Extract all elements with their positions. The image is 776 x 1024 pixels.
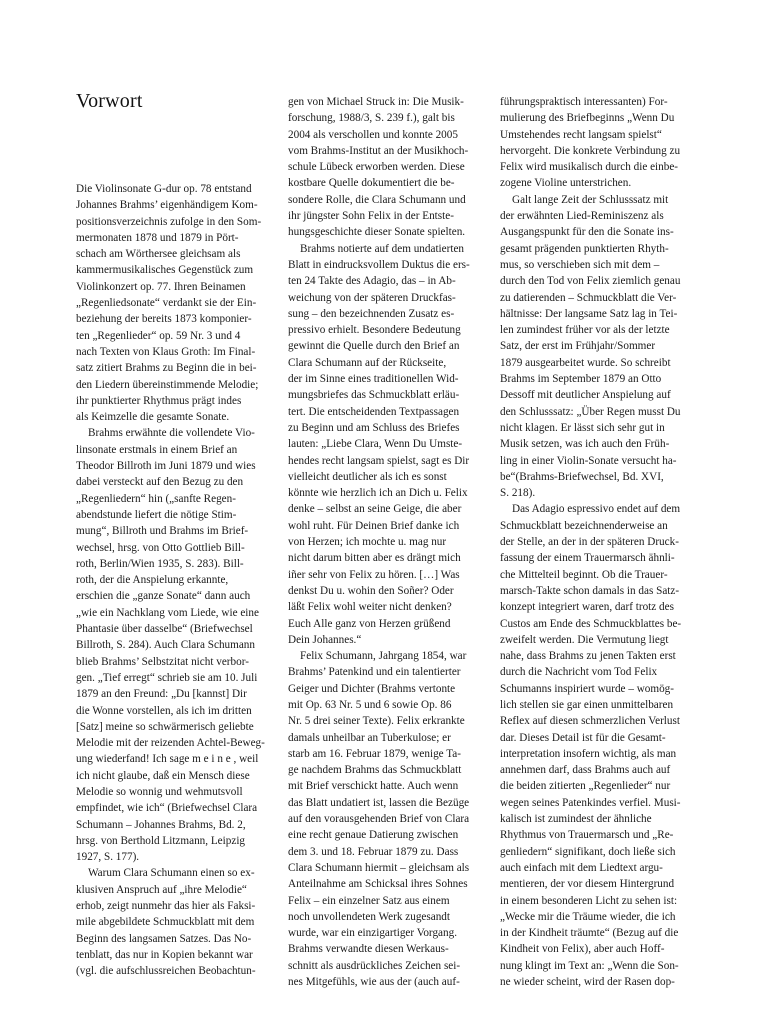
- text-line: zu datierenden – Schmuckblatt die Ver-: [500, 291, 677, 304]
- text-line: 1927, S. 177).: [76, 851, 140, 864]
- text-line: Warum Clara Schumann einen so ex-: [88, 867, 255, 880]
- text-line: Rhythmus von Trauermarsch und „Re-: [500, 829, 674, 842]
- text-column-2: [288, 94, 489, 990]
- text-line: mulierung des Briefbeginns „Wenn Du: [500, 112, 675, 125]
- text-line: Brahms’ Patenkind und ein talentierter: [288, 666, 461, 679]
- text-line: Melodie so wonnig und wehmutsvoll: [76, 785, 243, 798]
- text-line: nung klingt im Text an: „Wenn die Son-: [500, 959, 679, 972]
- text-line: zu Beginn und am Schluss des Briefes: [288, 421, 460, 434]
- text-line: roth, Berlin/Wien 1935, S. 283). Bill-: [76, 557, 244, 570]
- text-line: denke – selbst an seine Geige, die aber: [288, 503, 462, 516]
- text-line: gesamt prägenden punktierten Rhyth-: [500, 242, 669, 255]
- text-line: ich nicht glaube, daß ein Mensch diese: [76, 769, 250, 782]
- text-line: ge nachdem Brahms das Schmuckblatt: [288, 764, 462, 777]
- text-line: gen. „Tief erregt“ schrieb sie am 10. Juli: [76, 671, 258, 684]
- text-line: „Wecke mir die Träume wieder, die ich: [500, 910, 676, 923]
- text-line: dar. Dieses Detail ist für die Gesamt-: [500, 731, 666, 744]
- text-line: Brahms erwähnte die vollendete Vio-: [88, 427, 255, 440]
- text-line: roth, der die Anspielung erkannte,: [76, 574, 229, 587]
- text-line: sung – den bezeichnenden Zusatz es-: [288, 307, 455, 320]
- text-line: empfindet, wie ich“ (Briefwechsel Clara: [76, 802, 258, 815]
- text-line: als Keimzelle die gesamte Sonate.: [76, 411, 230, 424]
- page-title: Vorwort: [76, 90, 143, 112]
- text-line: Johannes Brahms’ eigenhändigem Kom-: [76, 199, 258, 212]
- text-line: der erwähnten Lied-Reminiszenz als: [500, 210, 664, 223]
- text-line: Dein Johannes.“: [288, 633, 362, 646]
- text-line: nach Texten von Klaus Groth: Im Final-: [76, 345, 256, 358]
- text-line: weichung von der späteren Druckfas-: [288, 291, 456, 304]
- text-line: gewinnt die Quelle durch den Brief an: [288, 340, 460, 353]
- text-line: Anteilnahme am Schicksal ihres Sohnes: [288, 878, 468, 891]
- text-line: ling in einer Violin-Sonate versucht ha-: [500, 454, 677, 467]
- text-line: hendes recht langsam spielst, sagt es Dir: [288, 454, 470, 467]
- text-line: erschien die „ganze Sonate“ dann auch: [76, 590, 251, 603]
- text-line: Kindheit von Felix), aber auch Hoff-: [500, 943, 665, 956]
- text-line: klusiven Anspruch auf „ihre Melodie“: [76, 883, 247, 896]
- text-line: blieb Brahms’ Selbstzitat nicht verbor-: [76, 655, 249, 668]
- text-line: Brahms im September 1879 an Otto: [500, 373, 662, 386]
- text-line: Galt lange Zeit der Schlusssatz mit: [512, 193, 669, 206]
- text-line: Musik setzen, was ich auch den Früh-: [500, 438, 670, 451]
- text-line: schnitt als ausdrückliches Zeichen sei-: [288, 959, 461, 972]
- text-line: eine recht genaue Datierung zwischen: [288, 829, 459, 842]
- text-line: nahe, dass Brahms zu jenen Takten erst: [500, 650, 676, 663]
- text-line: lich stellen sie gar einen unmittelbaren: [500, 698, 674, 711]
- text-line: der im Sinne eines traditionellen Wid-: [288, 373, 459, 386]
- text-line: wohl ruht. Für Deinen Brief danke ich: [288, 519, 460, 532]
- text-line: damals unheilbar an Tuberkulose; er: [288, 731, 451, 744]
- text-line: mungsbriefes das Schmuckblatt erläu-: [288, 389, 460, 402]
- text-line: len zumindest früher vor als der letzte: [500, 324, 670, 337]
- text-line: Dessoff mit deutlicher Anspielung auf: [500, 389, 671, 402]
- text-line: (vgl. die aufschlussreichen Beobachtun-: [76, 965, 256, 978]
- text-line: tenblatt, das nur in Kopien bekannt war: [76, 948, 253, 961]
- text-line: durch die Nachricht vom Tod Felix: [500, 666, 658, 679]
- text-line: dabei versteckt auf den Bezug zu den: [76, 476, 244, 489]
- text-line: annehmen darf, dass Brahms auch auf: [500, 764, 671, 777]
- text-line: Satz, der erst im Frühjahr/Sommer: [500, 340, 656, 353]
- text-line: mile abgebildete Schmuckblatt mit dem: [76, 916, 255, 929]
- text-line: der Stelle, an der in der späteren Druck-: [500, 536, 679, 549]
- text-line: „Regenliedern“ hin („sanfte Regen-: [76, 492, 236, 505]
- text-line: zweifelt werden. Die Vermutung liegt: [500, 633, 669, 646]
- text-line: ten 24 Takte des Adagio, das – in Ab-: [288, 275, 456, 288]
- text-line: Blatt in eindrucksvollem Duktus die ers-: [288, 258, 470, 271]
- text-line: positionsverzeichnis zufolge in den Som-: [76, 215, 262, 228]
- text-line: forschung, 1988/3, S. 239 f.), galt bis: [288, 112, 455, 125]
- text-line: satz zitiert Brahms zu Beginn die in bei-: [76, 362, 257, 375]
- text-line: Violinkonzert op. 77. Ihren Beinamen: [76, 280, 246, 293]
- text-line: erhob, zeigt nunmehr das hier als Faksi-: [76, 900, 256, 913]
- text-line: das Blatt undatiert ist, lassen die Bezüge: [288, 796, 470, 809]
- text-line: von Herzen; ich mochte u. mag nur: [288, 536, 447, 549]
- text-line: den Schlusssatz: „Über Regen musst Du: [500, 405, 681, 418]
- text-line: „wie ein Nachklang vom Liede, wie eine: [76, 606, 259, 619]
- text-line: „Regenliedsonate“ verdankt sie der Ein-: [76, 297, 257, 310]
- text-line: kostbare Quelle dokumentiert die be-: [288, 177, 455, 190]
- text-line: Die Violinsonate G-dur op. 78 entstand: [76, 183, 252, 195]
- text-line: Geiger und Dichter (Brahms vertonte: [288, 682, 456, 695]
- text-line: kalisch ist zumindest der ähnliche: [500, 813, 652, 826]
- text-line: mermonaten 1878 und 1879 in Pört-: [76, 231, 239, 244]
- text-line: hrsg. von Berthold Litzmann, Leipzig: [76, 834, 246, 847]
- text-line: Felix wird musikalisch durch die einbe-: [500, 161, 679, 174]
- text-line: pressivo erhielt. Besondere Bedeutung: [288, 324, 461, 337]
- text-line: wechsel, hrsg. von Otto Gottlieb Bill-: [76, 541, 245, 554]
- text-line: Felix – ein einzelner Satz aus einem: [288, 894, 450, 907]
- text-line: Schumann – Johannes Brahms, Bd. 2,: [76, 818, 246, 831]
- text-line: dem 3. und 18. Februar 1879 zu. Dass: [288, 845, 459, 858]
- text-line: ihr punktierter Rhythmus prägt indes: [76, 394, 242, 407]
- text-line: mentieren, der vor diesem Hintergrund: [500, 878, 675, 891]
- text-line: Felix Schumann, Jahrgang 1854, war: [300, 650, 467, 663]
- text-line: Clara Schumann hiermit – gleichsam als: [288, 861, 470, 874]
- text-line: schule Lübeck erworben werden. Diese: [288, 161, 465, 174]
- text-line: Custos am Ende des Schmuckblattes be-: [500, 617, 682, 630]
- text-line: durch den Tod von Felix ziemlich genau: [500, 275, 681, 288]
- text-line: ten „Regenlieder“ op. 59 Nr. 3 und 4: [76, 329, 241, 342]
- text-line: S. 218).: [500, 487, 536, 500]
- text-line: Melodie mit der reizenden Achtel-Beweg-: [76, 737, 265, 750]
- text-line: [Satz] meine so schwärmerisch geliebte: [76, 720, 254, 733]
- text-line: Nr. 5 drei seiner Texte). Felix erkrankte: [288, 715, 465, 728]
- text-line: wurde, war ein einzigartiger Vorgang.: [288, 927, 458, 940]
- text-line: mit Brief verschickt hatte. Auch wenn: [288, 780, 459, 793]
- text-line: Brahms notierte auf dem undatierten: [300, 242, 465, 255]
- text-line: Ausgangspunkt für den die Sonate ins-: [500, 226, 674, 239]
- text-line: genliedern“ signifikant, doch ließe sich: [500, 845, 676, 858]
- text-line: in der Kindheit träumte“ (Bezug auf die: [500, 927, 679, 940]
- text-line: 1879 an den Freund: „Du [kannst] Dir: [76, 688, 247, 701]
- text-line: Reflex auf diesen schmerzlichen Verlust: [500, 715, 680, 728]
- text-line: führungspraktisch interessanten) For-: [500, 96, 668, 108]
- text-line: Phantasie über dasselbe“ (Briefwechsel: [76, 623, 253, 636]
- text-line: sondere Rolle, die Clara Schumann und: [288, 193, 466, 206]
- text-line: 2004 als verschollen und konnte 2005: [288, 128, 458, 141]
- text-line: mit Op. 63 Nr. 5 und 6 sowie Op. 86: [288, 698, 452, 711]
- text-line: fassung der einem Trauermarsch ähnli-: [500, 552, 675, 565]
- text-line: nes Mitgefühls, wie aus der (auch auf-: [288, 976, 460, 989]
- text-line: Billroth, S. 284). Auch Clara Schumann: [76, 639, 255, 652]
- text-line: kammermusikalisches Gegenstück zum: [76, 264, 254, 277]
- text-line: mus, so verschieben sich mit dem –: [500, 258, 660, 271]
- text-line: lauten: „Liebe Clara, Wenn Du Umste-: [288, 438, 463, 451]
- text-line: nicht darum bitten aber es drängt mich: [288, 552, 461, 565]
- text-line: Theodor Billroth im Juni 1879 und wies: [76, 460, 256, 473]
- text-line: die Wonne vorstellen, als ich im dritten: [76, 704, 252, 717]
- text-line: wegen seines Patenkindes verfiel. Musi-: [500, 796, 681, 809]
- text-line: ung wiederfand! Ich sage m e i n e , weil: [76, 753, 259, 766]
- text-line: auch einfach mit dem Liedtext argu-: [500, 861, 663, 874]
- text-line: hältnisse: Der langsame Satz lag in Tei-: [500, 307, 678, 320]
- text-line: linsonate erstmals in einem Brief an: [76, 443, 238, 456]
- text-line: iñer sehr von Felix zu hören. […] Was: [288, 568, 460, 581]
- text-line: hervorgeht. Die konkrete Verbindung zu: [500, 144, 681, 157]
- text-line: nicht klagen. Er lässt sich sehr gut in: [500, 421, 665, 434]
- text-line: Schmuckblatt bezeichnenderweise an: [500, 519, 668, 532]
- text-line: hungsgeschichte dieser Sonate spielten.: [288, 226, 466, 239]
- text-line: mung“, Billroth und Brahms im Brief-: [76, 525, 249, 538]
- text-line: che Mittelteil beginnt. Ob die Trauer-: [500, 568, 668, 581]
- text-line: auf den vorausgehenden Brief von Clara: [288, 813, 470, 826]
- text-line: tert. Die entscheidenden Textpassagen: [288, 405, 460, 418]
- text-column-3: [500, 94, 701, 990]
- text-line: Euch Alle ganz von Herzen grüßend: [288, 617, 451, 630]
- text-line: ihr jüngster Sohn Felix in der Entste-: [288, 210, 454, 223]
- text-line: ne wieder scheint, wird der Rasen dop-: [500, 976, 675, 989]
- text-line: Clara Schumann auf der Rückseite,: [288, 356, 447, 369]
- text-line: zogene Violine unterstrichen.: [500, 177, 632, 190]
- text-line: schach am Wörthersee gleichsam als: [76, 248, 241, 261]
- text-line: be“(Brahms-Briefwechsel, Bd. XVI,: [500, 470, 664, 483]
- text-line: interpretation insofern wichtig, als man: [500, 747, 677, 760]
- text-line: noch unvollendeten Werk zugesandt: [288, 910, 450, 923]
- text-line: starb am 16. Februar 1879, wenige Ta-: [288, 747, 461, 760]
- text-line: die beiden zitierten „Regenlieder“ nur: [500, 780, 671, 793]
- text-line: läßt Felix wohl weiter nicht denken?: [288, 601, 452, 614]
- text-line: könnte wie herzlich ich an Dich u. Felix: [288, 487, 468, 500]
- text-line: vielleicht deutlicher als ich es sonst: [288, 470, 447, 483]
- text-line: marsch-Takte schon damals in das Satz-: [500, 584, 680, 597]
- text-line: beziehung der bereits 1873 komponier-: [76, 313, 252, 326]
- text-line: Beginn des langsamen Satzes. Das No-: [76, 932, 252, 945]
- text-line: gen von Michael Struck in: Die Musik-: [288, 96, 464, 108]
- text-line: abendstunde liefert die nötige Stim-: [76, 508, 237, 521]
- text-line: denkst Du u. wohin den Soñer? Oder: [288, 584, 454, 597]
- text-line: vom Brahms-Institut an der Musikhoch-: [288, 144, 469, 157]
- text-line: konzept integriert waren, darf trotz des: [500, 601, 674, 614]
- text-line: Umstehendes recht langsam spielst“: [500, 128, 662, 141]
- text-line: den Liedern übereinstimmende Melodie;: [76, 378, 259, 391]
- text-line: Schumanns inspiriert wurde – womög-: [500, 682, 675, 695]
- text-line: Brahms verwandte diesen Werkaus-: [288, 943, 449, 956]
- text-line: 1879 ausgearbeitet wurde. So schreibt: [500, 356, 671, 369]
- text-line: Das Adagio espressivo endet auf dem: [512, 503, 681, 516]
- text-line: in einem besonderen Licht zu sehen ist:: [500, 894, 678, 907]
- text-column-1: [76, 181, 277, 980]
